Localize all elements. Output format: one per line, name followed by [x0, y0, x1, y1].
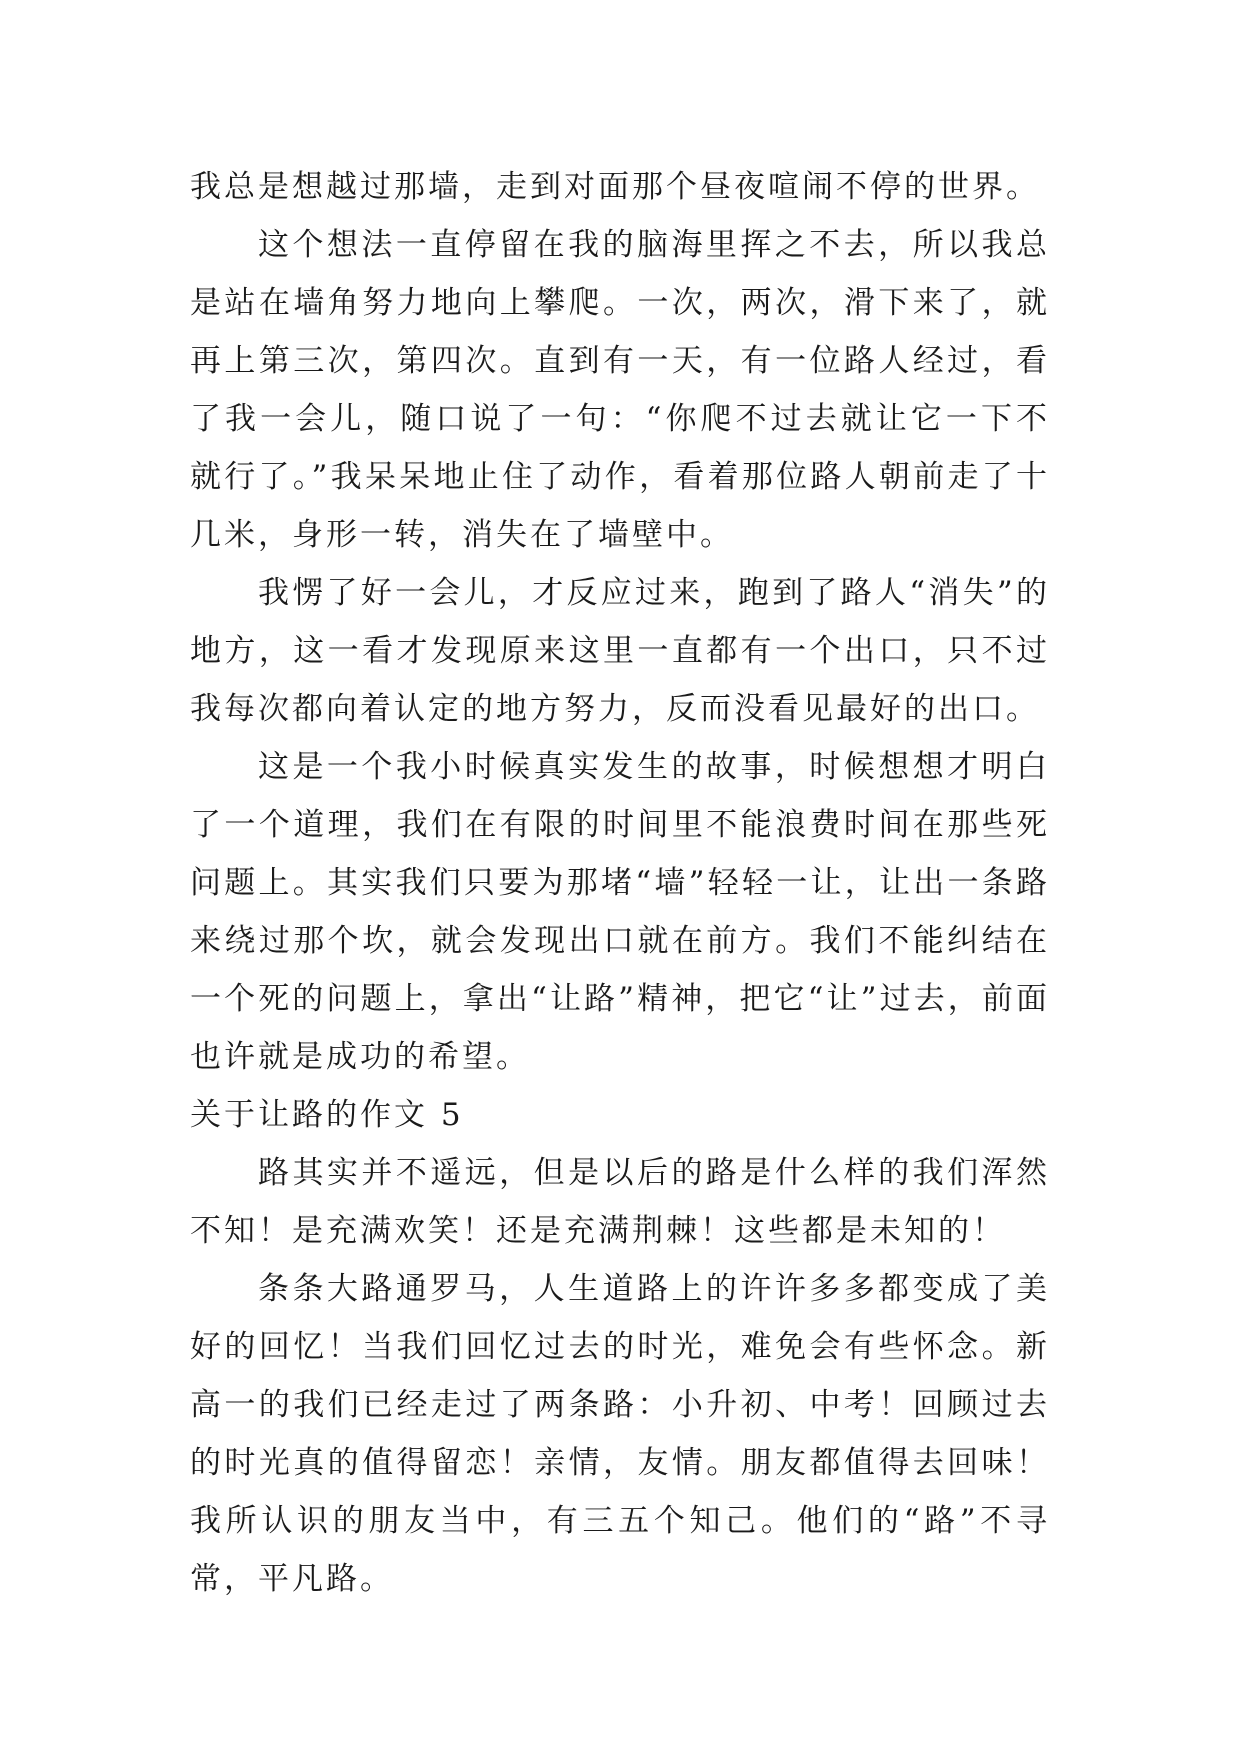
- paragraph: 我总是想越过那墙，走到对面那个昼夜喧闹不停的世界。: [190, 169, 1040, 205]
- document-body: [190, 158, 1050, 1608]
- paragraph: 路其实并不遥远，但是以后的路是什么样的我们浑然不知！是充满欢笑！还是充满荆棘！这些都是未知的！: [190, 1155, 1050, 1249]
- paragraph: 这是一个我小时候真实发生的故事，时候想想才明白了一个道理，我们在有限的时间里不能浪费时间在那些死问题上。其实我们只要为那堵“墙”轻轻一让，让出一条路来绕过那个坎，就会发现出口就在前方。我们不能纠结在一个死的问题上，拿出“让路”精神，把它“让”过去，前面也许就是成功的希望。: [190, 749, 1050, 1075]
- paragraph: 我愣了好一会儿，才反应过来，跑到了路人“消失”的地方，这一看才发现原来这里一直都有一个出口，只不过我每次都向着认定的地方努力，反而没看见最好的出口。: [190, 575, 1050, 727]
- section-heading: 关于让路的作文 5: [190, 1097, 464, 1133]
- paragraph: 这个想法一直停留在我的脑海里挥之不去，所以我总是站在墙角努力地向上攀爬。一次，两次，滑下来了，就再上第三次，第四次。直到有一天，有一位路人经过，看了我一会儿，随口说了一句：“你爬不过去就让它一下不就行了。”我呆呆地止住了动作，看着那位路人朝前走了十几米，身形一转，消失在了墙壁中。: [190, 227, 1050, 553]
- paragraph: 条条大路通罗马，人生道路上的许许多多都变成了美好的回忆！当我们回忆过去的时光，难免会有些怀念。新高一的我们已经走过了两条路：小升初、中考！回顾过去的时光真的值得留恋！亲情，友情。朋友都值得去回味！我所认识的朋友当中，有三五个知己。他们的“路”不寻常，平凡路。: [190, 1271, 1050, 1597]
